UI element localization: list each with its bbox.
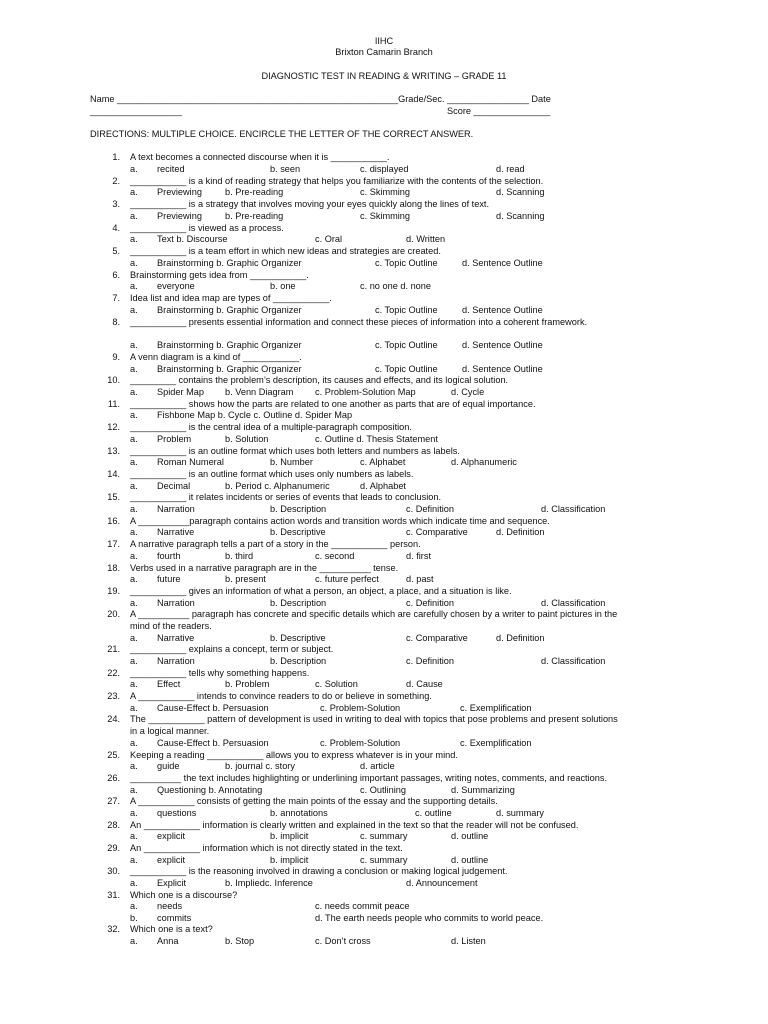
question-stem: Idea list and idea map are types of ___________. — [130, 293, 332, 303]
answer-option[interactable]: Anna — [157, 936, 179, 946]
answer-option[interactable]: Brainstorming b. Graphic Organizer — [157, 258, 302, 268]
question-number: 29. — [107, 843, 120, 853]
answer-option[interactable]: c. Skimming — [360, 187, 411, 197]
answer-option[interactable]: c. Topic Outline — [375, 258, 438, 268]
option-row-letter: a. — [130, 258, 138, 268]
question-number: 3. — [112, 199, 120, 209]
question-number: 15. — [107, 492, 120, 502]
answer-option[interactable]: d. Classification — [541, 656, 606, 666]
answer-option[interactable]: needs — [157, 901, 183, 911]
answer-option[interactable]: Questioning b. Annotating — [157, 785, 263, 795]
answer-option[interactable]: b. Stop — [225, 936, 255, 946]
question-stem: ___________ tells why something happens. — [130, 668, 310, 678]
answer-option[interactable]: c. Comparative — [406, 633, 468, 643]
option-row-letter: a. — [130, 481, 138, 491]
option-row-letter: a. — [130, 831, 138, 841]
question-number: 21. — [107, 644, 120, 654]
answer-option[interactable]: Narrative — [157, 633, 195, 643]
question-number: 31. — [107, 890, 120, 900]
question-stem: The ___________ pattern of development is used in writing to deal with topics that pose problems and present solutions — [130, 714, 618, 724]
option-row-letter: a. — [130, 387, 138, 397]
answer-option[interactable]: c. summary — [360, 855, 408, 865]
answer-option[interactable]: c. Problem-Solution — [320, 738, 401, 748]
question-number: 11. — [107, 399, 120, 409]
option-row-letter: a. — [130, 679, 138, 689]
option-row-letter: a. — [130, 808, 138, 818]
answer-option[interactable]: c. Outline d. Thesis Statement — [315, 434, 438, 444]
question-number: 24. — [107, 714, 120, 724]
option-row-letter: a. — [130, 598, 138, 608]
answer-option[interactable]: guide — [157, 761, 180, 771]
option-row-letter: a. — [130, 527, 138, 537]
option-row-letter: a. — [130, 504, 138, 514]
answer-option[interactable]: c. Skimming — [360, 211, 411, 221]
question-stem: A __________ paragraph has concrete and specific details which are carefully chosen by a writer to paint pictures in the — [130, 609, 618, 619]
answer-option[interactable]: b. third — [225, 551, 254, 561]
answer-option[interactable]: b. Descriptive — [270, 633, 326, 643]
answer-option[interactable]: d. Definition — [496, 633, 545, 643]
answer-option[interactable]: c. Problem-Solution Map — [315, 387, 416, 397]
question-stem: A venn diagram is a kind of ___________. — [130, 352, 302, 362]
answer-option[interactable]: explicit — [157, 831, 186, 841]
answer-option[interactable]: c. Definition — [406, 504, 455, 514]
answer-option[interactable]: b. implicit — [270, 855, 309, 865]
answer-option[interactable]: d. Written — [406, 234, 446, 244]
option-row-letter: a. — [130, 855, 138, 865]
question-number: 25. — [107, 750, 120, 760]
question-stem: A ___________ consists of getting the main points of the essay and the supporting details. — [130, 796, 498, 806]
question-number: 20. — [107, 609, 120, 619]
answer-option[interactable]: c. summary — [360, 831, 408, 841]
question-number: 27. — [107, 796, 120, 806]
answer-option[interactable]: d. The earth needs people who commits to world peace. — [315, 913, 544, 923]
question-stem: ___________ shows how the parts are related to one another as parts that are of equal importance. — [130, 399, 536, 409]
answer-option[interactable]: Effect — [157, 679, 181, 689]
question-stem: ___________ presents essential information and connect these pieces of information into a coherent framework. — [130, 317, 588, 327]
answer-option[interactable]: c. future perfect — [315, 574, 379, 584]
question-stem: ___________ is a strategy that involves moving your eyes quickly along the lines of text. — [130, 199, 490, 209]
answer-option[interactable]: c. Solution — [315, 679, 358, 689]
answer-option[interactable]: b. Number — [270, 457, 313, 467]
question-stem: ___________ is the central idea of a multiple-paragraph composition. — [130, 422, 412, 432]
question-number: 28. — [107, 820, 120, 830]
answer-option[interactable]: Narrative — [157, 527, 195, 537]
answer-option[interactable]: Brainstorming b. Graphic Organizer — [157, 340, 302, 350]
option-row-letter: a. — [130, 703, 138, 713]
answer-option[interactable]: Narration — [157, 504, 195, 514]
answer-option[interactable]: Previewing — [157, 211, 202, 221]
question-number: 18. — [107, 563, 120, 573]
option-row-letter: b. — [130, 913, 138, 923]
answer-option[interactable]: d. Definition — [496, 527, 545, 537]
question-stem: ___________ is viewed as a process. — [130, 223, 284, 233]
test-title: DIAGNOSTIC TEST IN READING & WRITING – GRADE 11 — [261, 71, 507, 81]
option-row-letter: a. — [130, 187, 138, 197]
option-row-letter: a. — [130, 457, 138, 467]
option-row-letter: a. — [130, 410, 138, 420]
answer-option[interactable]: d. summary — [496, 808, 544, 818]
answer-option[interactable]: d. Alphabet — [360, 481, 406, 491]
question-stem: Which one is a text? — [130, 924, 213, 934]
answer-option[interactable]: d. Classification — [541, 598, 606, 608]
question-number: 9. — [112, 352, 120, 362]
question-number: 32. — [107, 924, 120, 934]
answer-option[interactable]: Cause-Effect b. Persuasion — [157, 738, 269, 748]
question-stem: ___________ is a team effort in which new ideas and strategies are created. — [130, 246, 441, 256]
option-row-letter: a. — [130, 234, 138, 244]
answer-option[interactable]: c. Problem-Solution — [320, 703, 401, 713]
option-row-letter: a. — [130, 878, 138, 888]
answer-option[interactable]: fourth — [157, 551, 181, 561]
date-blank: __________________ — [90, 106, 182, 116]
question-stem: Which one is a discourse? — [130, 890, 238, 900]
question-number: 6. — [112, 270, 120, 280]
question-number: 10. — [107, 375, 120, 385]
answer-option[interactable]: c. Oral — [315, 234, 343, 244]
question-number: 14. — [107, 469, 120, 479]
answer-option[interactable]: Narration — [157, 598, 195, 608]
answer-option[interactable]: b. present — [225, 574, 266, 584]
question-stem: ___________ is the reasoning involved in drawing a conclusion or making logical judgement. — [130, 866, 508, 876]
answer-option[interactable]: c. Topic Outline — [375, 340, 438, 350]
answer-option[interactable]: c. Definition — [406, 656, 455, 666]
question-stem: Keeping a reading ___________ allows you to express whatever is in your mind. — [130, 750, 458, 760]
answer-option[interactable]: Text b. Discourse — [157, 234, 228, 244]
option-row-letter: a. — [130, 633, 138, 643]
question-number: 22. — [107, 668, 120, 678]
question-stem: ___________ gives an information of what a person, an object, a place, and a situation is like. — [130, 586, 512, 596]
question-stem: Verbs used in a narrative paragraph are in the __________ tense. — [130, 563, 399, 573]
answer-option[interactable]: c. no one d. none — [360, 281, 432, 291]
answer-option[interactable]: d. Cause — [406, 679, 443, 689]
answer-option[interactable]: d. Sentence Outline — [462, 305, 543, 315]
answer-option[interactable]: c. needs commit peace — [315, 901, 410, 911]
answer-option[interactable]: Cause-Effect b. Persuasion — [157, 703, 269, 713]
answer-option[interactable]: b. Description — [270, 504, 327, 514]
answer-option[interactable]: c. Topic Outline — [375, 305, 438, 315]
question-number: 23. — [107, 691, 120, 701]
question-number: 17. — [107, 539, 120, 549]
answer-option[interactable]: future — [157, 574, 181, 584]
answer-option[interactable]: b. Problem — [225, 679, 270, 689]
answer-option[interactable]: b. journal c. story — [225, 761, 295, 771]
answer-option[interactable]: Problem — [157, 434, 192, 444]
answer-option[interactable]: d. Classification — [541, 504, 606, 514]
answer-option[interactable]: Brainstorming b. Graphic Organizer — [157, 364, 302, 374]
answer-option[interactable]: b. annotations — [270, 808, 328, 818]
directions: DIRECTIONS: MULTIPLE CHOICE. ENCIRCLE THE LETTER OF THE CORRECT ANSWER. — [90, 129, 474, 139]
option-row-letter: a. — [130, 901, 138, 911]
answer-option[interactable]: b. Pre-reading — [225, 211, 284, 221]
question-number: 26. — [107, 773, 120, 783]
score-line: Score _______________ — [447, 106, 551, 116]
answer-option[interactable]: commits — [157, 913, 192, 923]
question-stem: Brainstorming gets idea from ___________. — [130, 270, 309, 280]
answer-option[interactable]: b. Impliedc. Inference — [225, 878, 313, 888]
answer-option[interactable]: d. Sentence Outline — [462, 364, 543, 374]
answer-option[interactable]: c. Topic Outline — [375, 364, 438, 374]
option-row-letter: a. — [130, 936, 138, 946]
question-stem: ___________ explains a concept, term or subject. — [130, 644, 334, 654]
question-number: 12. — [107, 422, 120, 432]
answer-option[interactable]: Fishbone Map b. Cycle c. Outline d. Spider Map — [157, 410, 353, 420]
question-number: 30. — [107, 866, 120, 876]
answer-option[interactable]: d. read — [496, 164, 525, 174]
question-stem: ___________ it relates incidents or series of events that leads to conclusion. — [130, 492, 442, 502]
answer-option[interactable]: c. Exemplification — [460, 703, 532, 713]
question-number: 4. — [112, 223, 120, 233]
question-stem: ___________ is an outline format which uses only numbers as labels. — [130, 469, 414, 479]
answer-option[interactable]: c. Definition — [406, 598, 455, 608]
option-row-letter: a. — [130, 340, 138, 350]
option-row-letter: a. — [130, 211, 138, 221]
answer-option[interactable]: d. past — [406, 574, 434, 584]
answer-option[interactable]: d. Sentence Outline — [462, 340, 543, 350]
answer-option[interactable]: d. Scanning — [496, 211, 545, 221]
answer-option[interactable]: b. implicit — [270, 831, 309, 841]
question-number: 16. — [107, 516, 120, 526]
answer-option[interactable]: b. one — [270, 281, 296, 291]
answer-option[interactable]: c. Outlining — [360, 785, 406, 795]
option-row-letter: a. — [130, 434, 138, 444]
answer-option[interactable]: b. seen — [270, 164, 301, 174]
answer-option[interactable]: Brainstorming b. Graphic Organizer — [157, 305, 302, 315]
question-stem: A __________paragraph contains action words and transition words which indicate time and sequence. — [130, 516, 550, 526]
option-row-letter: a. — [130, 281, 138, 291]
question-stem: _________ contains the problem’s description, its causes and effects, and its logical solution. — [130, 375, 509, 385]
answer-option[interactable]: d. Sentence Outline — [462, 258, 543, 268]
question-number: 7. — [112, 293, 120, 303]
question-stem: An ___________ information which is not directly stated in the text. — [130, 843, 403, 853]
answer-option[interactable]: d. Alphanumeric — [451, 457, 517, 467]
answer-option[interactable]: b. Descriptive — [270, 527, 326, 537]
answer-option[interactable]: d. article — [360, 761, 395, 771]
answer-option[interactable]: d. Summarizing — [451, 785, 515, 795]
answer-option[interactable]: d. Listen — [451, 936, 486, 946]
question-stem: ___________ is an outline format which uses both letters and numbers as labels. — [130, 446, 460, 456]
answer-option[interactable]: c. Alphabet — [360, 457, 406, 467]
question-stem: An ___________ information is clearly written and explained in the text so that the reader will not be confused. — [130, 820, 579, 830]
branch-name: Brixton Camarin Branch — [335, 47, 433, 57]
answer-option[interactable]: b. Description — [270, 598, 327, 608]
option-row-letter: a. — [130, 785, 138, 795]
answer-option[interactable]: Decimal — [157, 481, 191, 491]
question-number: 5. — [112, 246, 120, 256]
answer-option[interactable]: Previewing — [157, 187, 202, 197]
answer-option[interactable]: b. Solution — [225, 434, 269, 444]
question-stem: mind of the readers. — [130, 620, 212, 631]
answer-option[interactable]: b. Period c. Alphanumeric — [225, 481, 330, 491]
question-stem: A ___________ intends to convince readers to do or believe in something. — [130, 691, 432, 701]
question-number: 19. — [107, 586, 120, 596]
question-number: 13. — [107, 446, 120, 456]
answer-option[interactable]: Roman Numeral — [157, 457, 224, 467]
answer-option[interactable]: b. Description — [270, 656, 327, 666]
question-stem: in a logical manner. — [130, 725, 210, 736]
answer-option[interactable]: d. Cycle — [451, 387, 485, 397]
answer-option[interactable]: d. Announcement — [406, 878, 478, 888]
option-row-letter: a. — [130, 738, 138, 748]
answer-option[interactable]: explicit — [157, 855, 186, 865]
question-number: 2. — [112, 176, 120, 186]
answer-option[interactable]: c. Don’t cross — [315, 936, 371, 946]
question-number: 1. — [112, 152, 120, 162]
answer-option[interactable]: b. Venn Diagram — [225, 387, 294, 397]
answer-option[interactable]: recited — [157, 164, 185, 174]
name-grade-date-line: Name _______________________________________________________Grade/Sec. ________________ Date — [90, 94, 551, 104]
answer-option[interactable]: c. Exemplification — [460, 738, 532, 748]
question-stem: A text becomes a connected discourse when it is ___________. — [130, 152, 390, 162]
option-row-letter: a. — [130, 551, 138, 561]
answer-option[interactable]: c. second — [315, 551, 355, 561]
answer-option[interactable]: c. displayed — [360, 164, 409, 174]
answer-option[interactable]: b. Pre-reading — [225, 187, 284, 197]
answer-option[interactable]: c. Comparative — [406, 527, 468, 537]
answer-option[interactable]: d. outline — [451, 831, 489, 841]
option-row-letter: a. — [130, 305, 138, 315]
answer-option[interactable]: Narration — [157, 656, 195, 666]
option-row-letter: a. — [130, 364, 138, 374]
question-stem: A narrative paragraph tells a part of a story in the ___________ person. — [130, 539, 421, 549]
question-stem: ___________ is a kind of reading strategy that helps you familiarize with the contents of the selection. — [130, 176, 544, 186]
answer-option[interactable]: c. outline — [415, 808, 452, 818]
question-number: 8. — [112, 317, 120, 327]
answer-option[interactable]: d. outline — [451, 855, 489, 865]
option-row-letter: a. — [130, 164, 138, 174]
option-row-letter: a. — [130, 761, 138, 771]
answer-option[interactable]: d. Scanning — [496, 187, 545, 197]
option-row-letter: a. — [130, 656, 138, 666]
answer-option[interactable]: questions — [157, 808, 197, 818]
answer-option[interactable]: everyone — [157, 281, 195, 291]
option-row-letter: a. — [130, 574, 138, 584]
question-stem: __________ the text includes highlighting or underlining important passages, writing notes, comments, and reactions. — [130, 773, 608, 783]
school-name: IIHC — [374, 36, 394, 46]
answer-option[interactable]: Explicit — [157, 878, 187, 888]
answer-option[interactable]: Spider Map — [157, 387, 204, 397]
answer-option[interactable]: d. first — [406, 551, 432, 561]
